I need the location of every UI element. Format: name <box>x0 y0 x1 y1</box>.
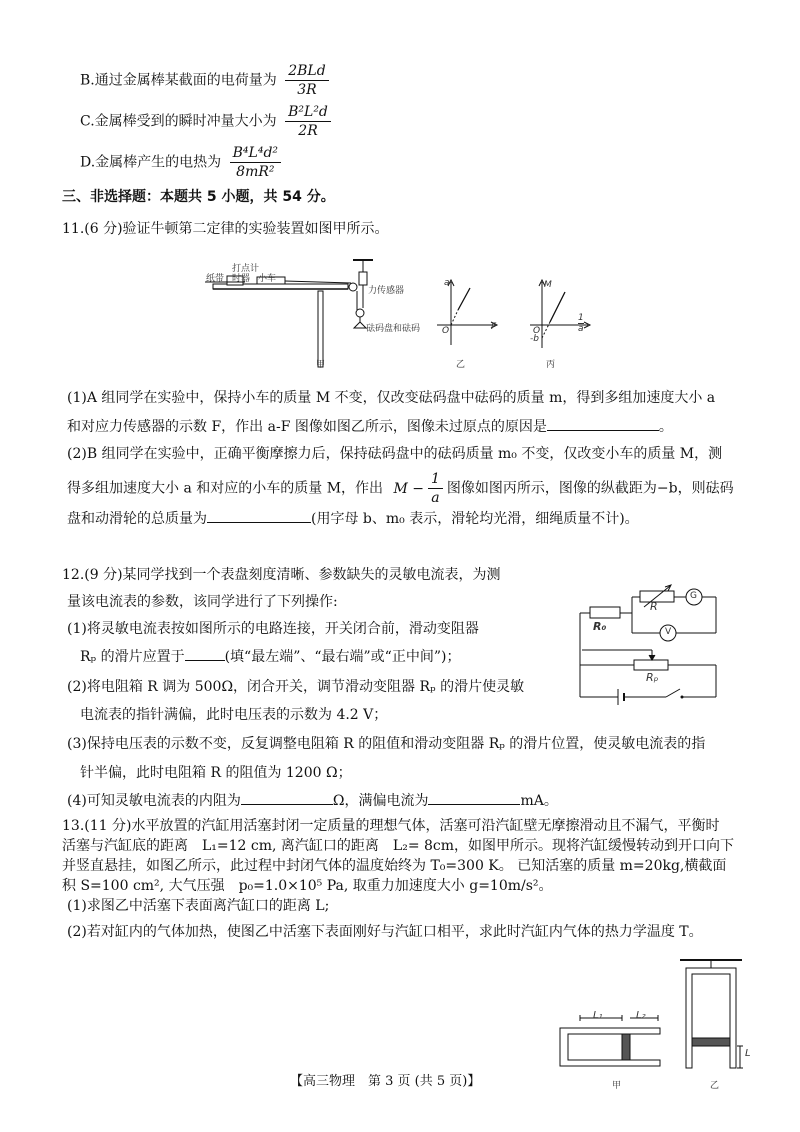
q13-caption-jia: 甲 <box>612 1081 622 1091</box>
q12-resistance-blank[interactable] <box>241 790 333 805</box>
q13-caption-yi: 乙 <box>710 1081 720 1091</box>
q12-line6: 电流表的指针满偏，此时电压表的示数为 4.2 V； <box>80 707 388 723</box>
q12-line3: (1)将灵敏电流表按如图所示的电路连接，开关闭合前，滑动变阻器 <box>67 621 479 637</box>
q12-line8: 针半偏，此时电阻箱 R 的阻值为 1200 Ω； <box>80 765 352 781</box>
label-xiaoche: 小车 <box>258 274 277 284</box>
q13-line2: 活塞与汽缸底的距离 L₁=12 cm, 离汽缸口的距离 L₂= 8cm，如图甲所示。现将汽缸缓慢转动到开口向下 <box>62 838 735 854</box>
option-c-fraction <box>285 103 331 140</box>
q13-line4: 积 S=100 cm², 大气压强 p₀=1.0×10⁵ Pa, 取重力加速度大小 g=10m/s²。 <box>62 878 553 894</box>
caption-yi: 乙 <box>456 360 466 370</box>
graph-yi-origin: O <box>442 326 450 336</box>
q11-part2-frac-pre: M − <box>393 480 424 497</box>
label-weights: 砝码盘和砝码 <box>366 324 421 334</box>
q12-line2: 量该电流表的参数，该同学进行了下列操作: <box>67 594 338 610</box>
q11-part1-line2 <box>67 416 673 437</box>
option-c <box>80 103 335 140</box>
page-footer: 【高三物理 第 3 页 (共 5 页)】 <box>290 1074 481 1089</box>
option-d <box>80 144 285 181</box>
q12-line4 <box>80 646 460 667</box>
q11-part1-line1: (1)A 组同学在实验中，保持小车的质量 M 不变，仅改变砝码盘中砝码的质量 m，得到多组加速度大小 a <box>67 390 716 406</box>
q13-label-l1: L₁ <box>593 1010 603 1021</box>
q12-line4-text-b: (填“最左端”、“最右端”或“正中间”)； <box>224 649 461 665</box>
section-title: 三、非选择题：本题共 5 小题，共 54 分。 <box>62 189 335 205</box>
option-b-fraction <box>285 62 328 99</box>
circuit-label-rp: Rₚ <box>646 671 659 684</box>
label-timer-2: 时器 <box>232 274 251 284</box>
option-d-label: D.金属棒产生的电热为 <box>80 154 222 171</box>
q11-part2-line2 <box>67 470 734 507</box>
option-c-label: C.金属棒受到的瞬时冲量大小为 <box>80 113 277 130</box>
label-zhidai: 纸带 <box>206 274 225 284</box>
q11-part2-fraction <box>428 470 443 507</box>
graph-yi-axis-f: F <box>491 322 497 332</box>
graph-yi-axis-a: a <box>444 278 450 288</box>
q13-line3: 并竖直悬挂，如图乙所示，此过程中封闭气体的温度始终为 T₀=300 K。 已知活塞的质量 m=20kg,横截面 <box>62 858 727 874</box>
circuit-label-g: G <box>690 591 697 601</box>
q11-part2-frac-den: a <box>431 490 440 506</box>
q11-stem: 11.(6 分)验证牛顿第二定律的实验装置如图甲所示。 <box>62 221 389 237</box>
graph-bing-axis-m: M <box>544 280 552 290</box>
option-b-denominator: 3R <box>297 82 317 98</box>
q11-part2-line3 <box>67 508 639 529</box>
q11-part1-blank[interactable] <box>547 416 659 431</box>
graph-bing-neg-b: -b <box>530 334 539 344</box>
q13-label-l2: L₂ <box>636 1010 646 1021</box>
q11-part2-blank[interactable] <box>207 508 311 523</box>
q11-part2-text-d: (用字母 b、m₀ 表示，滑轮均光滑，细绳质量不计)。 <box>311 511 639 527</box>
option-d-numerator: B⁴L⁴d² <box>230 144 281 163</box>
circuit-label-v: V <box>665 627 672 637</box>
q12-current-blank[interactable] <box>428 790 520 805</box>
q13-label-l: L <box>745 1048 751 1059</box>
option-b-label: B.通过金属棒某截面的电荷量为 <box>80 72 277 89</box>
q11-part2-text-b: 图像如图丙所示，图像的纵截距为−b，则砝码 <box>446 480 734 497</box>
option-b-numerator: 2BLd <box>285 62 328 81</box>
circuit-label-r: R <box>650 600 658 613</box>
q12-line9-text-b: Ω，满偏电流为 <box>332 793 429 809</box>
q11-graph-yi <box>435 280 505 350</box>
q11-part1-text: 和对应力传感器的示数 F，作出 a-F 图像如图乙所示，图像未过原点的原因是 <box>67 419 547 435</box>
label-timer-1: 打点计 <box>232 264 260 274</box>
graph-bing-origin: O <box>533 326 541 336</box>
q13-line5: (1)求图乙中活塞下表面离汽缸口的距离 L; <box>67 898 330 914</box>
q13-line6: (2)若对缸内的气体加热，使图乙中活塞下表面刚好与汽缸口相平，求此时汽缸内气体的热力学温度 T。 <box>67 924 703 940</box>
option-b <box>80 62 333 99</box>
q11-part2-text-a: 得多组加速度大小 a 和对应的小车的质量 M，作出 <box>67 480 384 497</box>
q12-circuit-diagram <box>574 585 724 705</box>
caption-jia: 甲 <box>316 360 326 370</box>
q11-part1-end: 。 <box>658 419 673 435</box>
graph-bing-axis-over-a: a <box>578 324 584 334</box>
option-d-denominator: 8mR² <box>236 164 275 180</box>
option-c-denominator: 2R <box>298 123 318 139</box>
q13-cylinder-horizontal <box>560 1010 680 1072</box>
q12-line1: 12.(9 分)某同学找到一个表盘刻度清晰、参数缺失的灵敏电流表，为测 <box>62 567 501 583</box>
q12-line5: (2)将电阻箱 R 调为 500Ω，闭合开关，调节滑动变阻器 Rₚ 的滑片使灵敏 <box>67 679 525 695</box>
q11-part2-line1: (2)B 组同学在实验中，正确平衡摩擦力后，保持砝码盘中的砝码质量 m₀ 不变，仅改变小车的质量 M，测 <box>67 446 723 462</box>
q11-part2-text-c: 盘和动滑轮的总质量为 <box>67 511 207 527</box>
option-d-fraction <box>230 144 281 181</box>
q13-line1: 13.(11 分)水平放置的汽缸用活塞封闭一定质量的理想气体，活塞可沿汽缸壁无摩擦滑动且不漏气，平衡时 <box>62 818 720 834</box>
q12-line9-text-c: mA。 <box>520 793 558 809</box>
q12-line4-text-a: Rₚ 的滑片应置于 <box>80 649 185 665</box>
option-c-numerator: B²L²d <box>285 103 331 122</box>
graph-bing-axis-one: 1 <box>578 313 584 323</box>
q12-line7: (3)保持电压表的示数不变，反复调整电阻箱 R 的阻值和滑动变阻器 Rₚ 的滑片位置，使灵敏电流表的指 <box>67 736 706 752</box>
q11-part2-frac-num: 1 <box>428 470 443 489</box>
q12-line9-text-a: (4)可知灵敏电流表的内阻为 <box>67 793 241 809</box>
q12-line9 <box>67 790 558 811</box>
label-force-sensor: 力传感器 <box>368 286 405 296</box>
q12-part1-blank[interactable] <box>185 646 225 661</box>
circuit-label-r0: R₀ <box>593 620 607 633</box>
caption-bing: 丙 <box>546 360 556 370</box>
